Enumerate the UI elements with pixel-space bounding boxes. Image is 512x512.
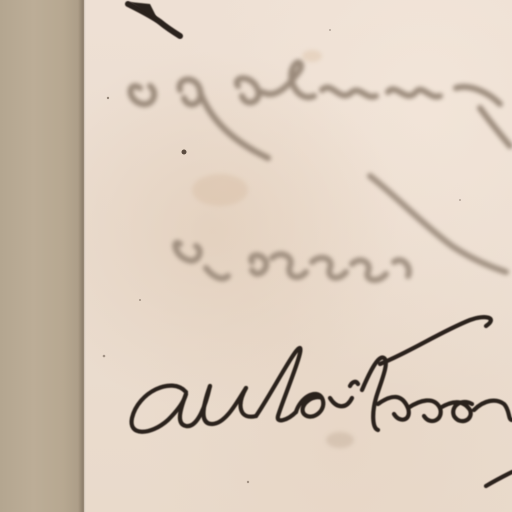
top-ink-mark [128, 2, 180, 36]
faded-handwriting-line-1 [131, 62, 511, 158]
main-handwriting-line [132, 317, 512, 486]
